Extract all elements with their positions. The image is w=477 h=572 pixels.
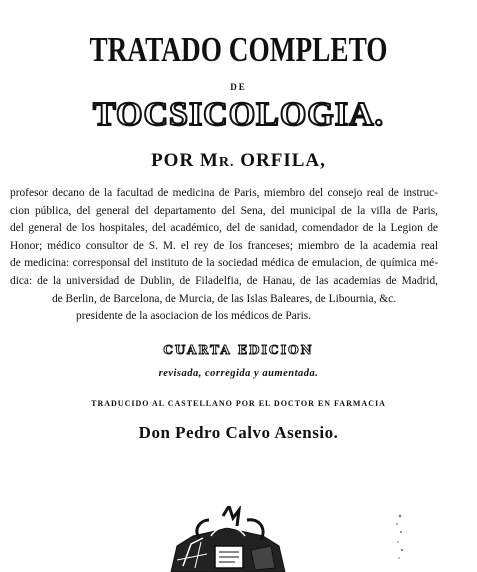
credentials-line: profesor decano de la facultad de medicina de Paris, miembro del consejo real de instruc- <box>10 187 438 199</box>
author-name: ORFILA, <box>240 150 326 171</box>
author-credentials <box>10 185 438 326</box>
title-line-2: TOCSICOLOGIA. <box>92 96 385 133</box>
translation-note: TRADUCIDO AL CASTELLANO POR EL DOCTOR EN FARMACIA <box>91 399 386 408</box>
credentials-line: Honor; médico consultor de S. M. el rey de los franceses; miembro de la academia real <box>10 239 438 252</box>
credentials-line: del general de los hospitales, del académico, del de sanidad, comendador de la Legion de <box>10 222 438 235</box>
edition-heading: CUARTA EDICION <box>163 343 314 357</box>
translator-name: Don Pedro Calvo Asensio. <box>138 423 339 442</box>
title-connector: DE <box>230 82 247 92</box>
author-title-suffix: R. <box>218 155 235 170</box>
credentials-line: presidente de la asociacion de los médicos de Paris. <box>76 310 312 323</box>
printer-vignette-ornament <box>163 506 293 572</box>
paper-smudge-decoration <box>391 512 409 562</box>
author-line <box>0 150 477 172</box>
credentials-line: cion pública, del general del departamento del Sena, del municipal de la villa de Paris, <box>10 204 438 217</box>
credentials-line: de medicina: corresponsal del instituto de la sociedad médica de emulacion, de química mé- <box>10 257 438 270</box>
title-line-1: TRATADO COMPLETO <box>89 30 388 69</box>
credentials-line: de Berlin, de Barcelona, de Murcia, de las Islas Baleares, de Libournia, &c. <box>51 292 397 305</box>
edition-note: revisada, corregida y aumentada. <box>158 368 319 379</box>
author-prefix: POR M <box>151 150 219 171</box>
credentials-line: dica: de la universidad de Dublin, de Filadelfia, de Hanau, de las academias de Madrid, <box>10 274 438 287</box>
